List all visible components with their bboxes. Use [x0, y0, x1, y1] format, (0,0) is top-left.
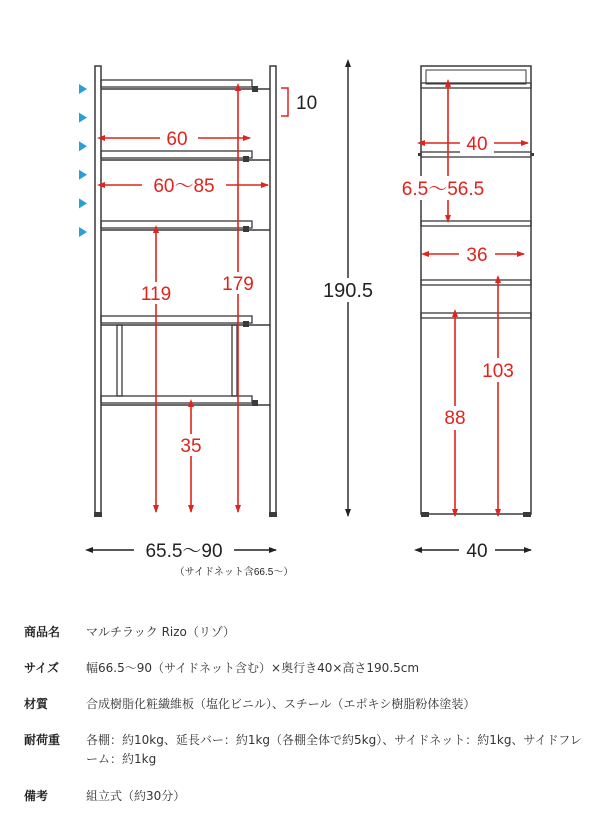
spec-value: 組立式（約30分）	[86, 789, 186, 803]
side-view	[396, 66, 534, 562]
spec-value: マルチラック Rizo（リゾ）	[86, 625, 236, 639]
width-note: （サイドネット含66.5〜）	[174, 567, 294, 578]
shelf-marker-icon	[79, 227, 87, 237]
height-179-label: 179	[222, 274, 254, 295]
front-bracket-tabs	[243, 86, 258, 406]
front-left-post	[95, 66, 101, 514]
spec-label: 備考	[24, 789, 49, 803]
extended-width-label: 60〜85	[153, 176, 215, 197]
front-left-foot	[94, 512, 102, 517]
spec-value: 合成樹脂化粧繊維板（塩化ビニル）、スチール（エポキシ樹脂粉体塗装）	[86, 697, 476, 711]
side-top-cap	[426, 70, 526, 84]
depth-40-label: 40	[466, 134, 488, 155]
inner-36-label: 36	[466, 245, 488, 266]
shelf-marker-icon	[79, 113, 87, 123]
height-103-label: 103	[482, 361, 514, 382]
shelf-marker-icon	[79, 198, 87, 208]
spec-label: 耐荷重	[24, 733, 61, 747]
front-side-frame-left	[117, 325, 122, 396]
shelf-marker-icon	[79, 84, 87, 94]
spec-label: 材質	[24, 697, 49, 711]
total-height-label: 190.5	[322, 280, 374, 302]
height-88-label: 88	[444, 408, 466, 429]
front-right-post	[270, 66, 276, 514]
spec-label: 商品名	[24, 625, 61, 639]
shelf-thickness-bracket	[281, 88, 288, 116]
front-shelf-2	[101, 151, 252, 158]
side-left-foot	[421, 512, 429, 517]
spec-value: 幅66.5〜90（サイドネット含む）×奥行き40×高さ190.5cm	[86, 661, 420, 675]
side-shelves	[421, 83, 531, 318]
adjust-range-label: 6.5〜56.5	[401, 179, 485, 200]
height-119-label: 119	[140, 284, 172, 305]
shelf-marker-icon	[79, 141, 87, 151]
spec-label: サイズ	[24, 661, 60, 675]
shelf-width-label: 60	[166, 129, 188, 150]
side-right-foot	[523, 512, 531, 517]
front-side-frame-right	[232, 325, 237, 396]
shelf-position-markers	[79, 84, 87, 237]
spec-value: 各棚：約10kg、延長バー：約1kg（各棚全体で約5kg）、サイドネット：約1kg、サイドフレーム：約1kg	[86, 733, 582, 766]
shelf-marker-icon	[79, 170, 87, 180]
front-view	[79, 66, 380, 578]
shelf-thickness-label: 10	[296, 93, 318, 114]
front-shelf-3	[101, 221, 252, 228]
total-width-label: 65.5〜90	[145, 541, 223, 562]
front-shelf-5	[101, 396, 252, 403]
front-shelf-4	[101, 316, 252, 323]
front-shelf-1	[101, 80, 252, 87]
front-right-foot	[269, 512, 277, 517]
height-35-label: 35	[180, 436, 202, 457]
total-depth-label: 40	[466, 541, 488, 562]
